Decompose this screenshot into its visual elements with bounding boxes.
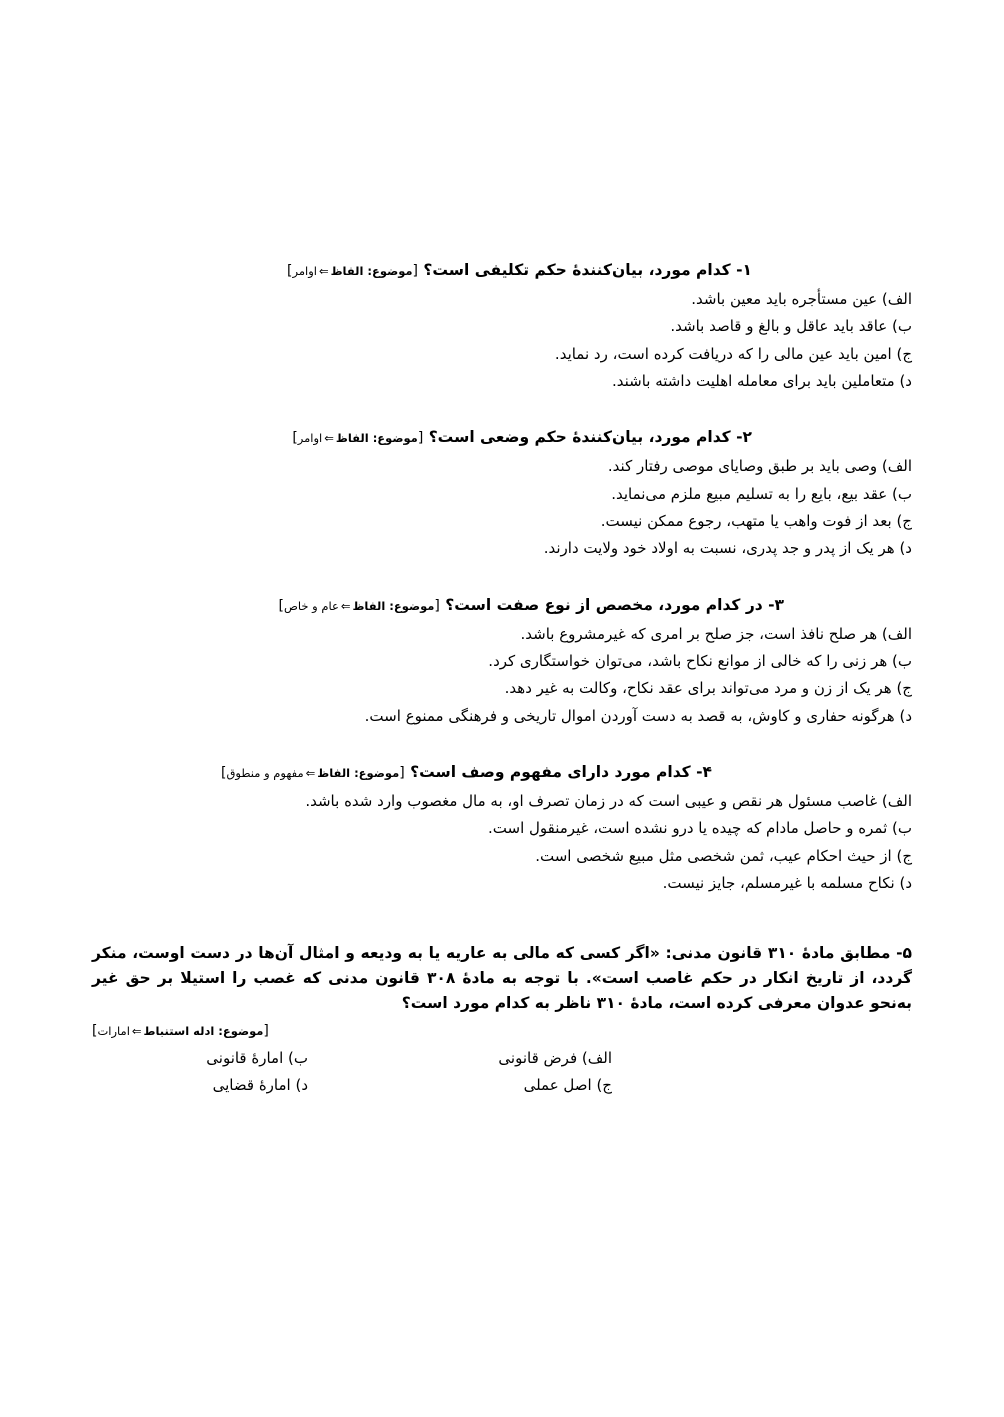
options-list-2: [92, 453, 912, 562]
question-stem-text-5: ۵- مطابق مادهٔ ۳۱۰ قانون مدنی: «اگر کسی که مالی به عاریه یا به ودیعه و امثال آن‌ها در دست اوست، منکر گردد، از تاریخ انکار در حکم غاصب است». با توجه به مادهٔ ۳۰۸ قانون مدنی که غصب را استیلا بر حق غیر به‌نحو عدوان معرفی کرده است، مادهٔ ۳۱۰ ناظر به کدام مورد است؟: [92, 944, 912, 1013]
left-arrow-icon: ⇐: [305, 765, 316, 780]
subject-tag-5: [92, 1024, 269, 1038]
option-item[interactable]: د) هر یک از پدر و جد پدری، نسبت به اولاد خود ولایت دارند.: [543, 539, 912, 558]
bracket-open-icon: [: [412, 263, 418, 279]
option-item[interactable]: الف) وصی باید بر طبق وصایای موصی رفتار کند.: [607, 457, 912, 476]
left-arrow-icon: ⇐: [340, 598, 351, 613]
subject-tag-tail-1: اوامر: [292, 264, 317, 278]
bracket-close-icon: ]: [92, 1022, 98, 1039]
options-list-1: [92, 286, 912, 395]
question-block-4: [92, 760, 912, 897]
subject-tag-tail-2: اوامر: [297, 431, 323, 446]
bracket-close-icon: ]: [292, 430, 298, 447]
subject-tag-line-5: [92, 1020, 912, 1039]
bracket-open-icon: [: [434, 597, 440, 614]
questions-container: [92, 258, 912, 1100]
option-item[interactable]: ب) هر زنی را که خالی از موانع نکاح باشد، می‌توان خواستگاری کرد.: [488, 652, 912, 670]
bracket-close-icon: ]: [287, 263, 293, 279]
options-list-4: [92, 788, 912, 897]
option-item[interactable]: د) هرگونه حفاری و کاوش، به قصد به دست آوردن اموال تاریخی و فرهنگی ممنوع است.: [364, 706, 912, 725]
option-item[interactable]: د) امارهٔ قضایی: [212, 1076, 308, 1095]
subject-tag-head-2: موضوع: الفاظ: [335, 431, 418, 446]
option-item[interactable]: الف) غاصب مسئول هر نقص و عیبی است که در زمان تصرف او، به مال مغصوب وارد شده باشد.: [305, 792, 912, 810]
question-stem-3: [92, 593, 912, 618]
subject-tag-head-4: موضوع: الفاظ: [317, 765, 400, 780]
subject-tag-head-1: موضوع: الفاظ: [330, 264, 413, 278]
subject-tag-tail-3: عام و خاص: [283, 598, 339, 613]
subject-tag-head-3: موضوع: الفاظ: [352, 598, 435, 613]
question-stem-text-1: ۱- کدام مورد، بیان‌کنندهٔ حکم تکلیفی است؟: [423, 261, 752, 279]
option-item[interactable]: الف) عین مستأجره باید معین باشد.: [691, 290, 912, 309]
subject-tag-1: [287, 264, 418, 278]
option-item[interactable]: ب) عاقد باید عاقل و بالغ و قاصد باشد.: [670, 317, 912, 336]
option-item[interactable]: ج) از حیث احکام عیب، ثمن شخصی مثل مبیع شخصی است.: [535, 846, 912, 865]
bracket-open-icon: [: [263, 1022, 269, 1039]
options-grid-5: [92, 1045, 912, 1101]
question-stem-5: [92, 941, 912, 1016]
question-block-5: [92, 941, 912, 1100]
left-arrow-icon: ⇐: [318, 264, 329, 278]
option-item[interactable]: ب) عقد بیع، بایع را به تسلیم مبیع ملزم می‌نماید.: [611, 484, 912, 503]
option-item[interactable]: ج) امین باید عین مالی را که دریافت کرده است، رد نماید.: [554, 344, 912, 363]
subject-tag-3: [279, 599, 440, 613]
option-item[interactable]: ج) بعد از فوت واهب یا متهب، رجوع ممکن نیست.: [600, 512, 912, 530]
left-arrow-icon: ⇐: [131, 1023, 142, 1038]
option-item[interactable]: الف) فرض قانونی: [498, 1048, 612, 1067]
option-item[interactable]: الف) هر صلح نافذ است، جز صلح بر امری که غیرمشروع باشد.: [520, 624, 912, 643]
section-spacer: [92, 927, 912, 941]
option-item[interactable]: ج) هر یک از زن و مرد می‌تواند برای عقد نکاح، وکالت به غیر دهد.: [504, 679, 912, 698]
question-block-2: [92, 425, 912, 562]
question-block-1: [92, 258, 912, 395]
option-item[interactable]: ج) اصل عملی: [523, 1076, 612, 1095]
option-item[interactable]: د) متعاملین باید برای معامله اهلیت داشته باشند.: [611, 372, 912, 390]
option-item[interactable]: ب) امارهٔ قانونی: [206, 1048, 308, 1067]
option-item[interactable]: د) نکاح مسلمه با غیرمسلم، جایز نیست.: [662, 873, 912, 892]
question-block-3: [92, 593, 912, 730]
question-stem-1: [92, 258, 912, 283]
options-list-3: [92, 621, 912, 730]
subject-tag-tail-4: مفهوم و منطوق: [226, 765, 304, 780]
bracket-open-icon: [: [417, 430, 424, 447]
bracket-close-icon: ]: [278, 597, 284, 614]
bracket-close-icon: ]: [221, 764, 227, 781]
question-stem-4: [92, 760, 912, 785]
question-stem-text-3: ۳- در کدام مورد، مخصص از نوع صفت است؟: [445, 595, 784, 614]
question-stem-text-2: ۲- کدام مورد، بیان‌کنندهٔ حکم وضعی است؟: [428, 428, 752, 447]
subject-tag-4: [221, 766, 405, 780]
bracket-open-icon: [: [399, 764, 405, 781]
option-item[interactable]: ب) ثمره و حاصل مادام که چیده یا درو نشده است، غیرمنقول است.: [488, 819, 912, 838]
subject-tag-head-5: موضوع: ادله استنباط: [143, 1023, 264, 1038]
question-stem-text-4: ۴- کدام مورد دارای مفهوم وصف است؟: [410, 762, 712, 781]
subject-tag-2: [292, 431, 423, 445]
left-arrow-icon: ⇐: [324, 431, 334, 446]
subject-tag-tail-5: امارات: [97, 1023, 130, 1038]
question-stem-2: [92, 425, 912, 450]
